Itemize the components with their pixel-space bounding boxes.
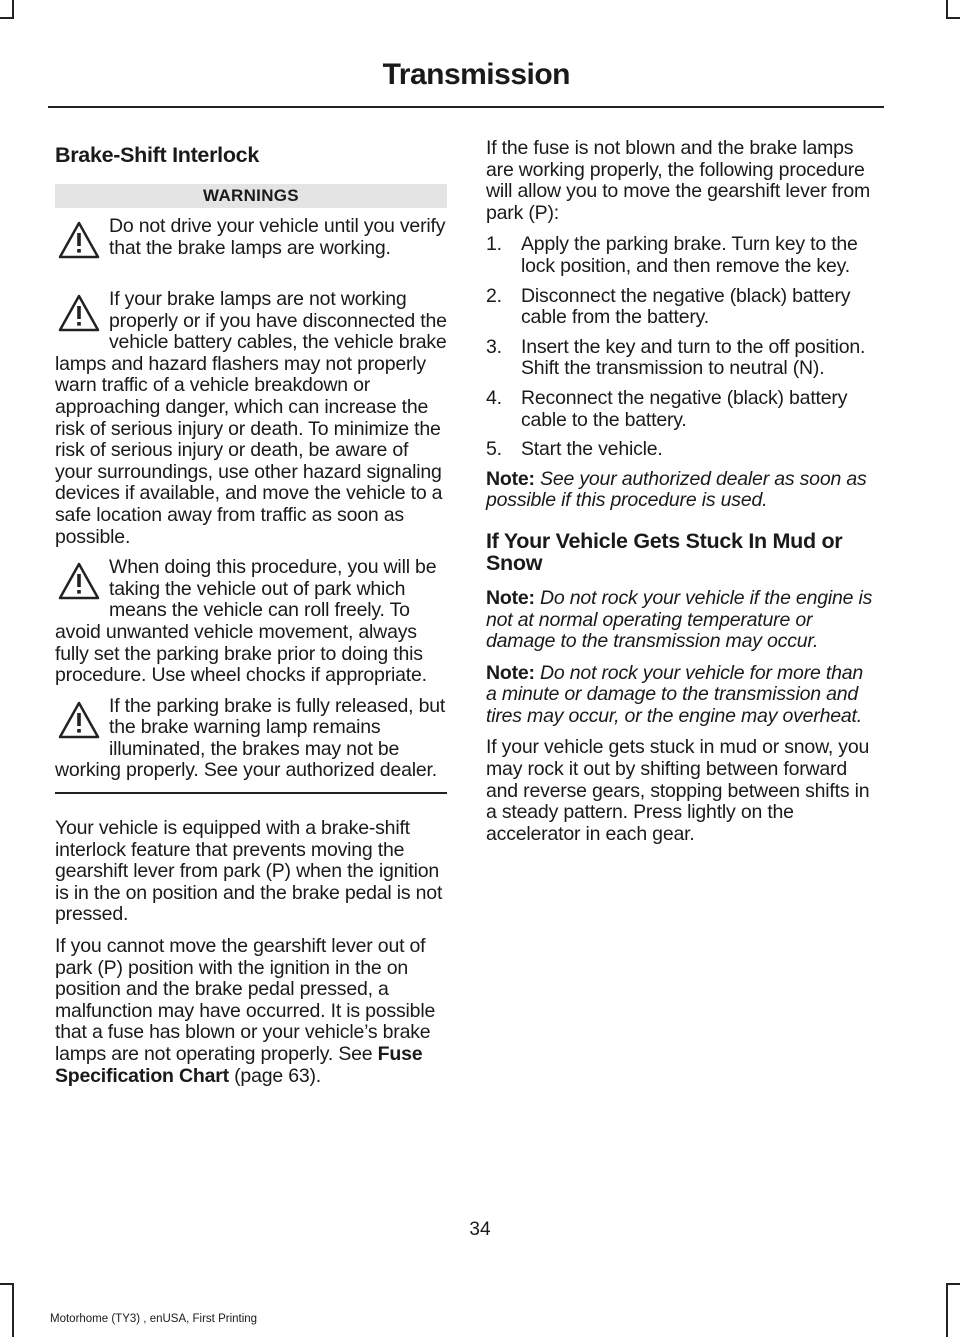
- right-column: [486, 138, 878, 855]
- paragraph: If the fuse is not blown and the brake lamps are working properly, the following procedure will allow you to move the gearshift lever from park (P):: [486, 137, 871, 224]
- step-text: Insert the key and turn to the off position. Shift the transmission to neutral (N).: [521, 335, 866, 380]
- cross-reference-link[interactable]: Fuse Specification Chart: [55, 1043, 423, 1087]
- procedure-steps: [486, 234, 878, 460]
- list-item: [486, 337, 878, 380]
- note-label: Note:: [486, 661, 535, 684]
- note: [486, 469, 878, 512]
- section-title: Transmission: [382, 58, 570, 91]
- warning-text: Do not drive your vehicle until you verify that the brake lamps are working.: [109, 215, 446, 259]
- list-item: [486, 234, 878, 277]
- crop-mark: [0, 17, 14, 19]
- step-number: 4.: [486, 386, 502, 409]
- crop-mark: [12, 0, 14, 18]
- page-number: 34: [469, 1219, 491, 1240]
- warning-item: [55, 696, 447, 782]
- step-text: Reconnect the negative (black) battery cable to the battery.: [521, 386, 848, 431]
- step-number: 1.: [486, 233, 502, 256]
- note-label: Note:: [486, 586, 535, 609]
- warnings-end-rule: [55, 792, 447, 794]
- list-item: [486, 286, 878, 329]
- step-number: 3.: [486, 335, 502, 358]
- note: [486, 663, 878, 728]
- section-heading: If Your Vehicle Gets Stuck In Mud or Snow: [486, 528, 843, 575]
- paragraph: If your vehicle gets stuck in mud or snow, you may rock it out by shifting between forward and reverse gears, stopping between shifts in a steady pattern. Press lightly on the accelerator in each gear.: [486, 736, 870, 845]
- page-reference: (page 63).: [228, 1064, 322, 1087]
- header-rule: [48, 106, 884, 108]
- step-text: Disconnect the negative (black) battery cable from the battery.: [521, 284, 851, 329]
- paragraph-text: If you cannot move the gearshift lever out of park (P) position with the ignition in the on position and the brake pedal pressed, a malfunction may have occurred. It is possible that a fuse has blown or your vehicle’s brake lamps are not operating properly. See: [55, 935, 436, 1065]
- warning-triangle-icon: [55, 557, 109, 621]
- warning-triangle-icon: [55, 216, 109, 280]
- step-text: Apply the parking brake. Turn key to the lock position, and then remove the key.: [521, 233, 858, 277]
- step-text: Start the vehicle.: [521, 438, 663, 461]
- step-number: 5.: [486, 438, 502, 461]
- note-text: Do not rock your vehicle for more than a minute or damage to the transmission and tires may occur, or the engine may overheat.: [486, 661, 864, 727]
- warning-item: [55, 216, 447, 280]
- left-column: [55, 138, 447, 1097]
- list-item: [486, 388, 878, 431]
- warning-triangle-icon: [55, 696, 109, 760]
- crop-mark: [946, 1283, 948, 1337]
- crop-mark: [946, 17, 960, 19]
- note-text: See your authorized dealer as soon as possible if this procedure is used.: [486, 467, 867, 512]
- step-number: 2.: [486, 284, 502, 307]
- crop-mark: [0, 1283, 14, 1285]
- paragraph: [55, 936, 447, 1087]
- warning-text: If your brake lamps are not working properly or if you have disconnected the vehicle battery cables, the vehicle brake lamps and hazard flashers may not properly warn traffic of a vehicle breakdown or approaching danger, which can increase the risk of serious injury or death. To minimize the risk of serious injury or death, be aware of your surroundings, use other hazard signaling devices if available, and move the vehicle to a safe location away from traffic as soon as possible.: [55, 288, 447, 548]
- crop-mark: [946, 0, 948, 18]
- section-heading: Brake-Shift Interlock: [55, 143, 259, 167]
- warning-item: [55, 557, 447, 687]
- warning-text: If the parking brake is fully released, but the brake warning lamp remains illuminated, the brakes may not be working properly. See your authorized dealer.: [55, 694, 446, 782]
- crop-mark: [12, 1283, 14, 1337]
- paragraph: Your vehicle is equipped with a brake-shift interlock feature that prevents moving the gearshift lever from park (P) when the ignition is in the on position and the brake pedal is not pressed.: [55, 817, 443, 926]
- crop-mark: [946, 1283, 960, 1285]
- footer-text: Motorhome (TY3) , enUSA, First Printing: [50, 1313, 258, 1325]
- list-item: [486, 439, 878, 461]
- warning-text: When doing this procedure, you will be taking the vehicle out of park which means the vehicle can roll freely. To avoid unwanted vehicle movement, always fully set the parking brake prior to doing this procedure. Use wheel chocks if appropriate.: [55, 556, 437, 687]
- warning-triangle-icon: [55, 289, 109, 353]
- note-text: Do not rock your vehicle if the engine is not at normal operating temperature or damage to the transmission may occur.: [486, 586, 873, 653]
- note: [486, 588, 878, 653]
- warnings-header: WARNINGS: [55, 184, 447, 208]
- note-label: Note:: [486, 467, 535, 490]
- warning-item: [55, 289, 447, 548]
